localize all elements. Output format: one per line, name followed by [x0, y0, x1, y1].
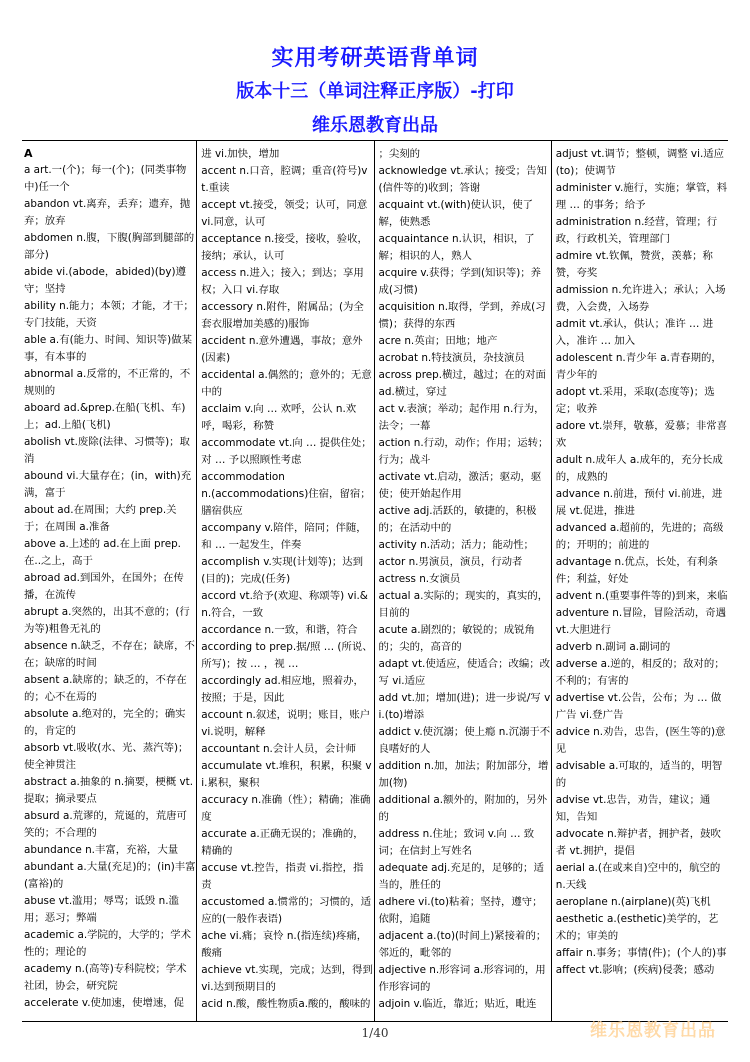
vocab-entry: aesthetic a.(esthetic)美学的，艺术的；审美的 [555, 913, 719, 942]
vocab-entry: abnormal a.反常的，不正常的，不规则的 [24, 368, 191, 397]
vocab-entry: adverb n.副词 a.副词的 [555, 641, 671, 653]
vocab-entry: administer v.施行，实施；掌管，料理 … 的事务；给予 [555, 182, 728, 211]
vocab-entry: active adj.活跃的，敏捷的，积极的；在活动中的 [378, 505, 537, 534]
vocab-entry: advocate n.辩护者，拥护者，鼓吹者 vt.拥护，提倡 [555, 828, 721, 857]
document-title: 实用考研英语背单词 [271, 46, 479, 71]
vocab-entry: adequate adj.充足的，足够的；适当的，胜任的 [378, 862, 544, 891]
vocab-entry: aeroplane n.(airplane)(英)飞机 [555, 896, 711, 908]
vocab-entry: admire vt.钦佩，赞赏，羡慕；称赞，夸奖 [555, 250, 713, 279]
vocab-entry: activity n.活动；活力；能动性； [378, 539, 534, 551]
vocab-entry: ；尖刻的 [378, 148, 421, 160]
vocab-entry: accommodation [201, 471, 285, 483]
vocab-entry: advantage n.优点，长处，有利条件；利益，好处 [555, 556, 718, 585]
vocab-entry: act v.表演；举动；起作用 n.行为，法令；一幕 [378, 403, 545, 432]
vocabulary-columns [22, 140, 728, 1022]
vocab-column-1 [22, 141, 196, 1021]
vocab-entry: accept vt.接受，领受；认可，同意 vi.同意，认可 [201, 199, 368, 228]
vocab-entry: acquire v.获得；学到(知识等)；养成(习惯) [378, 267, 542, 296]
vocab-entry: acknowledge vt.承认；接受；告知(信件等的)收到；答谢 [378, 165, 547, 194]
vocab-entry: accident n.意外遭遇，事故；意外(因素) [201, 335, 363, 364]
vocab-entry: adore vt.崇拜，敬慕，爱慕；非常喜欢 [555, 420, 728, 449]
vocab-entry: adopt vt.采用，采取(态度等)；选定；收养 [555, 386, 715, 415]
vocab-entry: able a.有(能力、时间、知识等)做某事，有本事的 [24, 334, 193, 363]
vocab-entry: adjoin v.临近，靠近；贴近，毗连 [378, 998, 537, 1010]
vocab-entry: acceptance n.接受，接收，验收，接纳；承认，认可 [201, 233, 368, 262]
vocab-entry: abandon vt.离弃，丢弃；遗弃，抛弃；放弃 [24, 198, 191, 227]
vocab-entry: abuse vt.滥用；辱骂；诋毁 n.滥用；恶习；弊端 [24, 895, 179, 924]
vocab-entry: n.(accommodations)住宿，留宿；膳宿供应 [201, 488, 371, 517]
section-letter: A [24, 147, 33, 160]
publisher-line: 维乐恩教育出品 [312, 115, 438, 136]
vocab-entry: acquaint vt.(with)使认识，使了解，使熟悉 [378, 199, 533, 228]
vocab-entry: ache vi.痛；哀怜 n.(指连续)疼痛，酸痛 [201, 930, 368, 959]
vocab-entry: accuracy n.准确（性）；精确；准确度 [201, 794, 371, 823]
vocab-entry: advance n.前进，预付 vi.前进，进展 vt.促进，推进 [555, 488, 723, 517]
vocab-entry: adjust vt.调节；整顿，调整 vi.适应(to)；使调节 [555, 148, 725, 177]
vocab-entry: absurd a.荒谬的，荒诞的，荒唐可笑的；不合理的 [24, 810, 187, 839]
vocab-entry: across prep.横过，越过；在的对面 ad.横过，穿过 [378, 369, 546, 398]
vocab-entry: administration n.经营，管理；行政，行政机关，管理部门 [555, 216, 718, 245]
vocab-entry: ability n.能力；本领；才能，才干；专门技能，天资 [24, 300, 194, 329]
vocab-entry: adult n.成年人 a.成年的，充分长成的，成熟的 [555, 454, 723, 483]
watermark-logo: 维乐恩教育出品 [590, 1021, 716, 1041]
vocab-entry: acrobat n.特技演员，杂技演员 [378, 352, 525, 364]
vocab-column-2 [196, 141, 373, 1021]
vocab-entry: academy n.(高等)专科院校；学术社团，协会，研究院 [24, 963, 187, 992]
vocab-entry: according to prep.据/照 … (所说、所写)；按 … ，视 … [201, 641, 373, 670]
vocab-entry: 进 vi.加快，增加 [201, 148, 280, 160]
vocab-entry: accomplish v.实现(计划等)；达到(目的)；完成(任务) [201, 556, 364, 585]
vocab-entry: advise vt.忠告，劝告，建议；通知，告知 [555, 794, 711, 823]
vocab-entry: abide vi.(abode，abided)(by)遵守；坚持 [24, 266, 186, 295]
vocab-entry: advanced a.超前的，先进的；高级的；开明的；前进的 [555, 522, 724, 551]
page-number: 1/40 [361, 1026, 389, 1040]
vocab-entry: affair n.事务；事情(件)；(个人的)事 [555, 947, 727, 959]
vocab-entry: academic a.学院的，大学的；学术性的；理论的 [24, 929, 192, 958]
vocab-entry: accidental a.偶然的；意外的；无意中的 [201, 369, 372, 398]
vocab-entry: accent n.口音，腔调；重音(符号)vt.重读 [201, 165, 368, 194]
vocab-entry: add vt.加；增加(进)；进一步说/写 vi.(to)增添 [378, 692, 551, 721]
vocab-entry: about ad.在周围；大约 prep.关于；在周围 a.准备 [24, 504, 177, 533]
vocab-column-4 [551, 141, 728, 1021]
vocab-entry: activate vt.启动，激活；驱动，驱使；使开始起作用 [378, 471, 542, 500]
vocab-entry: acclaim v.向 … 欢呼，公认 n.欢呼，喝彩，称赞 [201, 403, 357, 432]
vocab-entry: accustomed a.惯常的；习惯的，适应的(一般作表语) [201, 896, 372, 925]
vocab-entry: account n.叙述，说明；账目，账户 vi.说明，解释 [201, 709, 371, 738]
vocab-entry: actress n.女演员 [378, 573, 461, 585]
vocab-entry: accuse vt.控告，指责 vi.指控，指责 [201, 862, 364, 891]
vocab-entry: advent n.(重要事件等的)到来，来临 [555, 590, 728, 602]
vocab-entry: adverse a.逆的，相反的；敌对的；不利的；有害的 [555, 658, 725, 687]
vocab-entry: a art.一(个)；每一(个)；(同类事物中)任一个 [24, 164, 187, 193]
vocab-entry: adjacent a.(to)(时间上)紧接着的；邻近的，毗邻的 [378, 930, 547, 959]
vocab-entry: absent a.缺席的；缺乏的，不存在的；心不在焉的 [24, 674, 187, 703]
vocab-entry: adjective n.形容词 a.形容词的，用作形容词的 [378, 964, 546, 993]
vocab-entry: accord vt.给予(欢迎、称颂等) vi.&n.符合，一致 [201, 590, 368, 619]
document-subtitle: 版本十三（单词注释正序版）-打印 [236, 81, 514, 102]
vocab-entry: affect vt.影响；(疾病)侵袭；感动 [555, 964, 715, 976]
vocab-entry: adolescent n.青少年 a.青春期的，青少年的 [555, 352, 722, 381]
vocab-entry: admit vt.承认，供认；准许 … 进入，准许 … 加入 [555, 318, 714, 347]
vocab-entry: absence n.缺乏，不存在；缺席，不在；缺席的时间 [24, 640, 195, 669]
vocab-entry: abrupt a.突然的，出其不意的；(行为等)粗鲁无礼的 [24, 606, 190, 635]
vocab-entry: admission n.允许进入；承认；入场费，入会费，入场券 [555, 284, 726, 313]
vocab-entry: abundant a.大量(充足)的；(in)丰富(富裕)的 [24, 861, 196, 890]
vocab-entry: absorb vt.吸收(水、光、蒸汽等)；使全神贯注 [24, 742, 189, 771]
vocab-entry: additional a.额外的，附加的，另外的 [378, 794, 547, 823]
vocab-entry: adventure n.冒险，冒险活动，奇遇 vt.大胆进行 [555, 607, 727, 636]
vocab-entry: address n.住址；致词 v.向 … 致词；在信封上写姓名 [378, 828, 535, 857]
vocab-entry: accelerate v.使加速，使增速，促 [24, 997, 185, 1009]
vocab-entry: acute a.剧烈的；敏锐的；成锐角的；尖的，高音的 [378, 624, 535, 653]
vocab-entry: aerial a.(在或来自)空中的，航空的 n.天线 [555, 862, 721, 891]
vocab-column-3 [374, 141, 551, 1021]
vocab-entry: abdomen n.腹，下腹(胸部到腿部的部分) [24, 232, 195, 261]
vocab-entry: acre n.英亩；田地；地产 [378, 335, 498, 347]
vocab-entry: actor n.男演员，演员，行动者 [378, 556, 523, 568]
vocab-entry: accurate a.正确无误的；准确的，精确的 [201, 828, 364, 857]
vocab-entry: advice n.劝告，忠告，(医生等的)意见 [555, 726, 726, 755]
vocab-entry: accommodate vt.向 … 提供住处；对 … 予以照顾性考虑 [201, 437, 372, 466]
vocab-entry: achieve vt.实现，完成；达到，得到vi.达到预期目的 [201, 964, 373, 993]
vocab-entry: addict v.使沉溺；使上瘾 n.沉溺于不良嗜好的人 [378, 726, 551, 755]
vocab-entry: above a.上述的 ad.在上面 prep.在..之上，高于 [24, 538, 181, 567]
vocab-entry: abstract a.抽象的 n.摘要，梗概 vt.提取；摘录要点 [24, 776, 193, 805]
vocab-entry: accordance n.一致，和谐，符合 [201, 624, 358, 636]
vocab-entry: advisable a.可取的，适当的，明智的 [555, 760, 723, 789]
vocab-entry: addition n.加，加法；附加部分，增加(物) [378, 760, 549, 789]
vocab-entry: accordingly ad.相应地，照着办，按照；于是，因此 [201, 675, 364, 704]
vocab-entry: abroad ad.到国外，在国外；在传播，在流传 [24, 572, 184, 601]
vocab-entry: advertise vt.公告，公布；为 … 做广告 vi.登广告 [555, 692, 722, 721]
vocab-entry: actual a.实际的；现实的，真实的，目前的 [378, 590, 549, 619]
page-header [0, 44, 750, 140]
vocab-entry: accountant n.会计人员，会计师 [201, 743, 356, 755]
vocab-entry: abolish vt.废除(法律、习惯等)；取消 [24, 436, 190, 465]
vocab-entry: acquisition n.取得，学到，养成(习惯)；获得的东西 [378, 301, 546, 330]
vocab-entry: accompany v.陪伴，陪同；伴随，和 … 一起发生，伴奏 [201, 522, 367, 551]
vocab-entry: abound vi.大量存在；(in，with)充满，富于 [24, 470, 192, 499]
vocab-entry: action n.行动，动作；作用；运转；行为；战斗 [378, 437, 549, 466]
vocab-entry: abundance n.丰富，充裕，大量 [24, 844, 179, 856]
vocab-entry: acquaintance n.认识，相识，了解；相识的人，熟人 [378, 233, 535, 262]
vocab-entry: aboard ad.&prep.在船(飞机、车)上；ad.上船(飞机) [24, 402, 186, 431]
vocab-entry: adhere vi.(to)粘着；坚持，遵守；依附，追随 [378, 896, 543, 925]
vocab-entry: access n.进入；接入；到达；享用权；入口 vi.存取 [201, 267, 364, 296]
vocab-entry: adapt vt.使适应，使适合；改编；改写 vi.适应 [378, 658, 551, 687]
vocab-entry: accumulate vt.堆积，积累，积聚 vi.累积，聚积 [201, 760, 372, 789]
vocab-entry: absolute a.绝对的，完全的；确实的，肯定的 [24, 708, 186, 737]
vocab-entry: accessory n.附件，附属品；(为全套衣服增加美感的)服饰 [201, 301, 364, 330]
vocab-entry: acid n.酸，酸性物质a.酸的，酸味的 [201, 998, 371, 1010]
